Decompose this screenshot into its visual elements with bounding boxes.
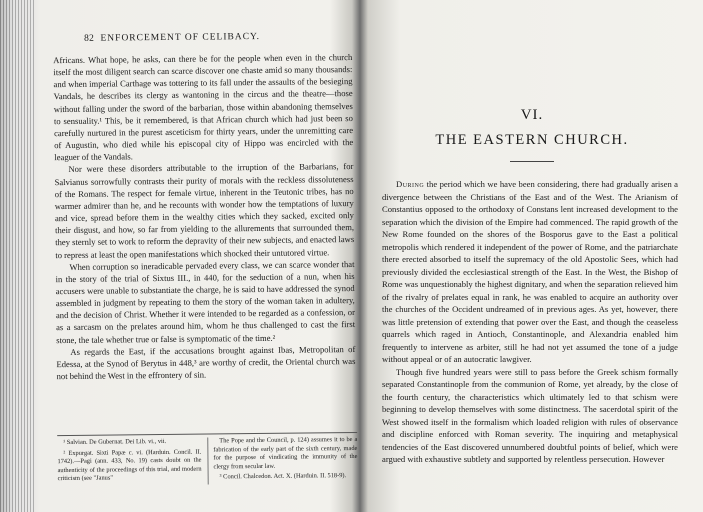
paragraph: Nor were these disorders attributable to the irruption of the Barbarians, for Salvianus sorrowfully contrasts their purity of morals with the reckless dissoluteness of the Romans. The respect for female virtue, inherent in the Teutonic tribes, has no warmer admirer than he, and he recounts with wonder how the temptations of luxury and vice, spread before them in the wealthy cities which they sacked, excited only their disgust, and how, so far from yielding to the allurements that surrounded them, they sternly set to work to reform the depravity of their new subjects, and enacted laws to repress at least the open manifestations which shocked their untutored virtue. — [54, 161, 355, 260]
chapter-title: THE EASTERN CHURCH. — [435, 132, 629, 148]
right-page — [382, 34, 682, 512]
left-running-head — [66, 31, 352, 44]
footnote-column — [207, 436, 357, 485]
footnote: ³ Concil. Chalcedon. Act. X. (Harduin. II. 518-9). — [219, 472, 347, 481]
footnote-column — [57, 438, 201, 486]
paragraph: Africans. What hope, he asks, can there be for the people when even in the church itself the most diligent search can scarce discover one chaste amid so many thousands: and when imperial Carthage was tottering to its fall under the assaults of the besieging Vandals, he describes its clergy as wantoning in the circus and the theatre—those without falling under the sword of the barbarian, those within abandoning themselves to sensuality.¹ This, be it remembered, is that African church which had just been so carefully nurtured in the purest asceticism for thirty years, under the unremitting care of Augustin, who died while his episcopal city of Hippo was encircled with the leaguer of the Vandals. — [53, 52, 354, 163]
first-word: During — [396, 179, 425, 189]
running-title: ENFORCEMENT OF CELIBACY. — [100, 31, 261, 44]
page-edges — [0, 0, 34, 512]
divider — [510, 161, 554, 162]
left-page — [53, 31, 358, 512]
chapter-number: VI. — [520, 107, 544, 123]
right-body-text — [382, 178, 682, 466]
paragraph: Though five hundred years were still to pass before the Greek schism formally separated Constantinople from the communion of Rome, yet already, by the close of the fourth century, the characteristics which ultimately led to that schism were beginning to develop themselves with some distinctness. The sacerdotal spirit of the West showed itself in the formalism which loaded religion with rules of observance and discipline enforced with Roman severity. The inquiring and metaphysical tendencies of the East discovered unnumbered doubtful points of belief, which were argued with exhaustive subtlety and supported by relentless persecution. However — [382, 366, 678, 464]
footnote: ² Expurgat. Sixti Papæ c. vi. (Harduin. Concil. II. 1742).—Pagi (ann. 433, No. 19) casts doubt on the authenticity of the proceedings of this trial, and modern criticism (see "Janus" — [57, 448, 202, 483]
left-body-text — [53, 51, 355, 382]
footnotes — [57, 432, 358, 486]
footnote: ¹ Salvian. De Gubernat. Dei Lib. vi., vii. — [63, 437, 167, 447]
paragraph: As regards the East, if the accusations brought against Ibas, Metropolitan of Edessa, at the Synod of Berytus in 448,³ are worthy of credit, the Oriental church was not behind the West in the effrontery of sin. — [56, 343, 356, 382]
paragraph: When corruption so ineradicable pervaded every class, we can scarce wonder that in the story of the trial of Sixtus III., in 440, for the seduction of a nun, when his accusers were unable to substantiate the charge, he is said to have addressed the synod assembled in judgment by repeating to them the story of the woman taken in adultery, and the decision of Christ. Whether it were intended to be regarded as a confession, or as a sarcasm on the prelates around him, whom he thus challenged to cast the first stone, the tale whether true or false is symptomatic of the time.² — [55, 258, 356, 345]
paragraph-text: the period which we have been considering, there had gradually arisen a divergence between the Christians of the East and of the West. The Arianism of Constantius opposed to the orthodoxy of Constans lent increased development to the separation which the division of the Empire had commenced. The rapid growth of the New Rome founded on the shores of the Bosporus gave to the East a political metropolis which rendered it independent of the power of Rome, and the patriarchate there erected absorbed to itself the supremacy of the old Apostolic Sees, which had previously divided the ecclesiastical strength of the East. In the West, the Bishop of Rome was unquestionably the highest dignitary, and when the separation relieved him of the rivalry of prelates equal in rank, he was enabled to acquire an authority over the churches of the Occident undreamed of in previous ages. As yet, however, there was little pretension of extending that power over the East, and though the ceaseless quarrels which raged in Antioch, Constantinople, and Alexandria enabled him frequently to intervene as arbiter, still he had not yet assumed the tone of a judge without appeal or of an autocratic lawgiver. — [382, 179, 678, 364]
page-number: 82 — [83, 33, 95, 44]
paragraph — [382, 178, 678, 366]
footnote: The Pope and the Council, p. 124) assumes it to be a fabrication of the early part of the sixth century, made for the purpose of vindicating the immunity of the clergy from secular law. — [213, 435, 358, 471]
